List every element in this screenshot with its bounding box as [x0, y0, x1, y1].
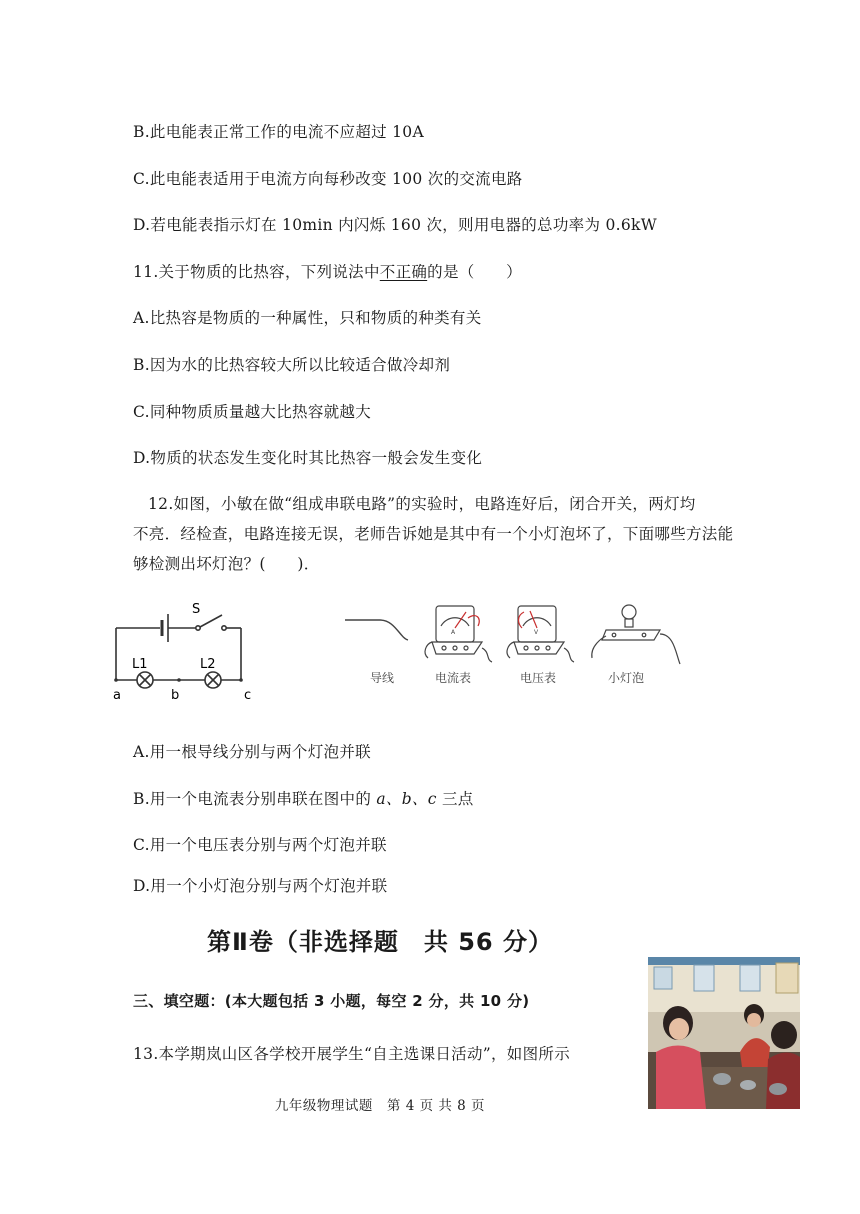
q10-option-d: D.若电能表指示灯在 10min 内闪烁 160 次，则用电器的总功率为 0.6kW	[133, 216, 657, 234]
tool-label-voltmeter: 电压表	[520, 671, 557, 685]
q11-stem-prefix: 11.关于物质的比热容，下列说法中	[133, 263, 380, 281]
q11-option-a: A.比热容是物质的一种属性，只和物质的种类有关	[133, 309, 482, 327]
tool-label-ammeter: 电流表	[435, 671, 472, 685]
svg-text:A: A	[451, 629, 456, 636]
activity-photo	[648, 957, 800, 1109]
q11-stem	[133, 260, 522, 282]
svg-text:V: V	[534, 629, 539, 636]
page-footer: 九年级物理试题 第 4 页 共 8 页	[274, 1098, 486, 1114]
q12-option-b-suffix: 三点	[441, 790, 474, 808]
q12-option-a: A.用一根导线分别与两个灯泡并联	[133, 743, 371, 761]
tools-illustration	[340, 598, 690, 690]
q11-option-b: B.因为水的比热容较大所以比较适合做冷却剂	[133, 356, 451, 374]
section3-heading: 三、填空题：(本大题包括 3 小题，每空 2 分，共 10 分)	[133, 992, 530, 1010]
section-title: 第Ⅱ卷（非选择题 共 56 分）	[207, 928, 553, 956]
voltmeter-icon	[507, 606, 574, 662]
q10-option-c: C.此电能表适用于电流方向每秒改变 100 次的交流电路	[133, 170, 523, 188]
q11-stem-suffix: 的是（ ）	[427, 263, 522, 281]
q12-option-b-points: a、b、c	[371, 790, 442, 808]
bulb-holder-icon	[592, 605, 680, 664]
q12-stem-line1: 12.如图，小敏在做“组成串联电路”的实验时，电路连好后，闭合开关，两灯均	[148, 495, 696, 513]
q12-option-c: C.用一个电压表分别与两个灯泡并联	[133, 836, 387, 854]
ammeter-icon	[425, 606, 492, 662]
q11-option-d: D.物质的状态发生变化时其比热容一般会发生变化	[133, 449, 483, 467]
q11-option-c: C.同种物质质量越大比热容就越大	[133, 403, 372, 421]
q12-option-d: D.用一个小灯泡分别与两个灯泡并联	[133, 877, 388, 895]
point-b-label: b	[171, 688, 180, 703]
q12-option-b-prefix: B.用一个电流表分别串联在图中的	[133, 790, 372, 808]
q13-stem: 13.本学期岚山区各学校开展学生“自主选课日活动”，如图所示	[133, 1045, 570, 1063]
tool-label-wire: 导线	[370, 671, 395, 685]
q10-option-b: B.此电能表正常工作的电流不应超过 10A	[133, 123, 424, 141]
q12-stem-line2: 不亮．经检查，电路连接无误，老师告诉她是其中有一个小灯泡坏了，下面哪些方法能	[133, 525, 734, 543]
point-c-label: c	[244, 688, 252, 703]
q12-option-b	[133, 787, 474, 809]
circuit-diagram	[100, 598, 260, 708]
q11-stem-emphasis: 不正确	[379, 263, 428, 281]
switch-label: S	[192, 602, 201, 617]
point-a-label: a	[113, 688, 121, 703]
lamp-l1-label: L1	[132, 657, 148, 672]
q12-stem-line3: 够检测出坏灯泡？( )．	[133, 555, 320, 573]
lamp-l2-label: L2	[200, 657, 216, 672]
tool-label-bulb: 小灯泡	[608, 671, 645, 685]
wire-tool-icon	[345, 620, 408, 640]
